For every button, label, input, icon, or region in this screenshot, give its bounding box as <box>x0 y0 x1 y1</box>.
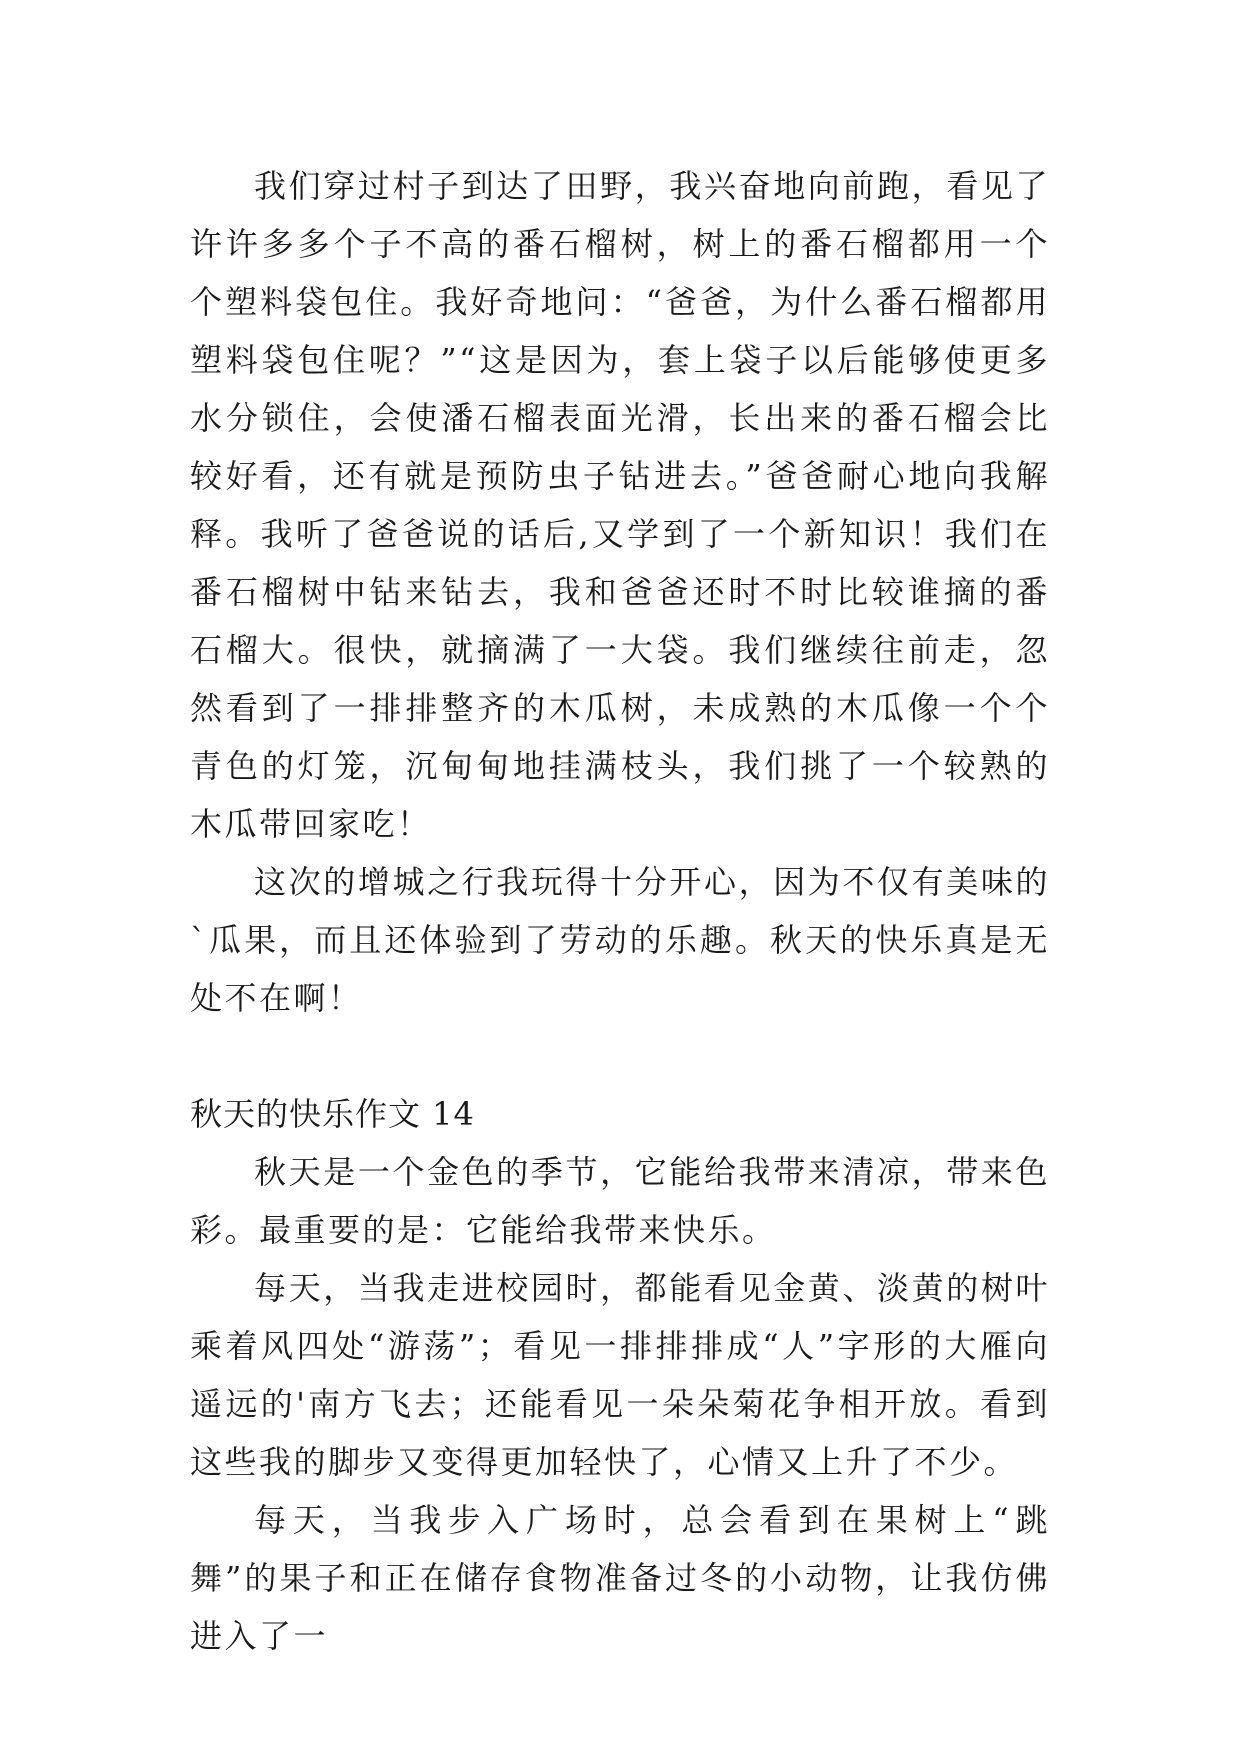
paragraph-square-scene: 每天，当我步入广场时，总会看到在果树上“跳舞”的果子和正在储存食物准备过冬的小动物，让我仿佛进入了一 <box>190 1501 1050 1655</box>
document-body <box>190 157 1050 1665</box>
paragraph-trip-summary: 这次的增城之行我玩得十分开心，因为不仅有美味的`瓜果，而且还体验到了劳动的乐趣。秋天的快乐真是无处不在啊！ <box>190 863 1050 1017</box>
paragraph-school-scene: 每天，当我走进校园时，都能看见金黄、淡黄的树叶乘着风四处“游荡”；看见一排排排成“人”字形的大雁向遥远的'南方飞去；还能看见一朵朵菊花争相开放。看到这些我的脚步又变得更加轻快了，心情又上升了不少。 <box>190 1269 1050 1481</box>
essay-title: 秋天的快乐作文 14 <box>190 1095 475 1133</box>
paragraph-guava-field: 我们穿过村子到达了田野，我兴奋地向前跑，看见了许许多多个子不高的番石榴树，树上的番石榴都用一个个塑料袋包住。我好奇地问：“爸爸，为什么番石榴都用塑料袋包住呢？”“这是因为，套上袋子以后能够使更多水分锁住，会使潘石榴表面光滑，长出来的番石榴会比较好看，还有就是预防虫子钻进去。”爸爸耐心地向我解释。我听了爸爸说的话后,又学到了一个新知识！我们在番石榴树中钻来钻去，我和爸爸还时不时比较谁摘的番石榴大。很快，就摘满了一大袋。我们继续往前走，忽然看到了一排排整齐的木瓜树，未成熟的木瓜像一个个青色的灯笼，沉甸甸地挂满枝头，我们挑了一个较熟的木瓜带回家吃！ <box>190 167 1050 843</box>
paragraph-autumn-intro: 秋天是一个金色的季节，它能给我带来清凉，带来色彩。最重要的是：它能给我带来快乐。 <box>190 1153 1050 1249</box>
